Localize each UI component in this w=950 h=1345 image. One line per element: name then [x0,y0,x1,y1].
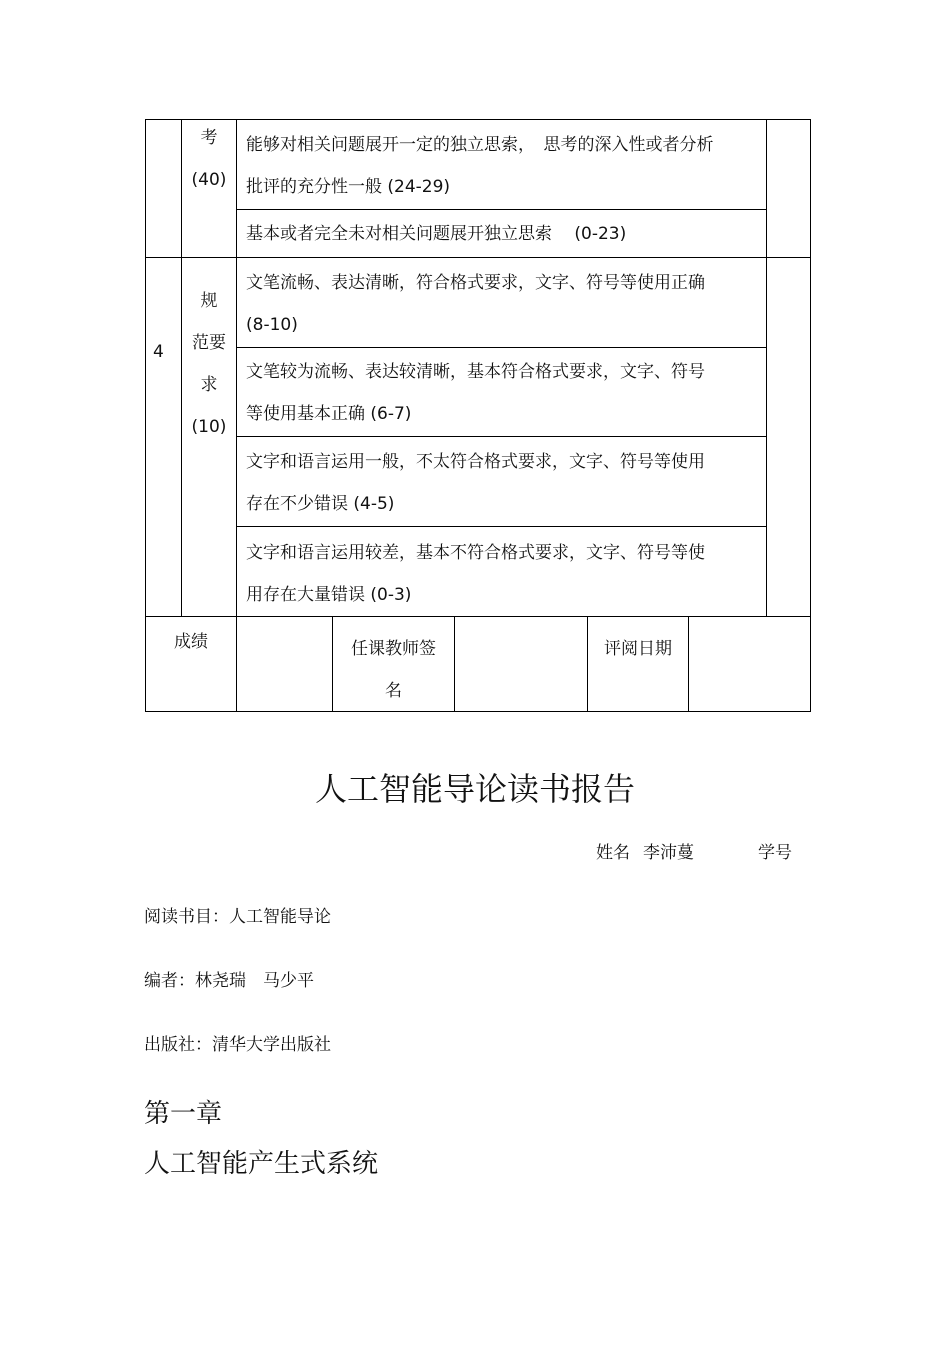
criterion-line: 存在不少错误 (4-5) [246,494,395,514]
book-line: 阅读书目：人工智能导论 [144,907,331,927]
chapter-title: 人工智能产生式系统 [144,1149,379,1179]
row3-category-tail: 考 [200,128,218,148]
table-border-bottom [145,711,811,712]
col-divider [766,119,767,616]
row4-category-line: 范要 [192,333,226,353]
teacher-sign-label: 任课教师签 [351,639,436,659]
row-divider [237,347,766,348]
criterion-line: 文笔流畅、表达清晰，符合格式要求，文字、符号等使用正确 [246,273,705,293]
row-divider [145,257,811,258]
table-border-top [145,119,811,120]
table-border-right [810,119,811,712]
name-label: 姓名 [596,843,630,863]
report-title: 人工智能导论读书报告 [314,770,635,808]
col-divider [236,119,237,712]
criterion-line: 基本或者完全未对相关问题展开独立思索 (0-23) [246,224,627,244]
criterion-line: 文字和语言运用一般，不太符合格式要求，文字、符号等使用 [246,452,705,472]
authors-line: 编者：林尧瑞 马少平 [144,971,314,991]
row-divider [145,616,811,617]
row-divider [237,209,766,210]
row-divider [237,436,766,437]
row4-category-line: (10) [191,417,227,437]
row4-category-line: 规 [200,291,218,311]
criterion-line: 文字和语言运用较差，基本不符合格式要求，文字、符号等使 [246,543,705,563]
col-divider [454,616,455,712]
teacher-sign-label: 名 [385,681,402,701]
row-divider [237,526,766,527]
col-divider [688,616,689,712]
row4-number: 4 [153,342,164,362]
chapter-heading: 第一章 [144,1099,223,1129]
criterion-line: 文笔较为流畅、表达较清晰，基本符合格式要求，文字、符号 [246,362,705,382]
score-label: 成绩 [174,632,208,652]
name-value: 李沛蔓 [643,843,694,863]
criterion-line: 用存在大量错误 (0-3) [246,585,412,605]
row3-category-points: (40) [191,170,227,190]
criterion-line: 等使用基本正确 (6-7) [246,404,412,424]
criterion-line: 批评的充分性一般 (24-29) [246,177,451,197]
row4-category-line: 求 [200,375,218,395]
criterion-line: 能够对相关问题展开一定的独立思索， 思考的深入性或者分析 [246,135,714,155]
criterion-line: (8-10) [246,315,298,335]
student-id-label: 学号 [758,843,792,863]
publisher-line: 出版社：清华大学出版社 [144,1035,331,1055]
review-date-label: 评阅日期 [604,639,672,659]
